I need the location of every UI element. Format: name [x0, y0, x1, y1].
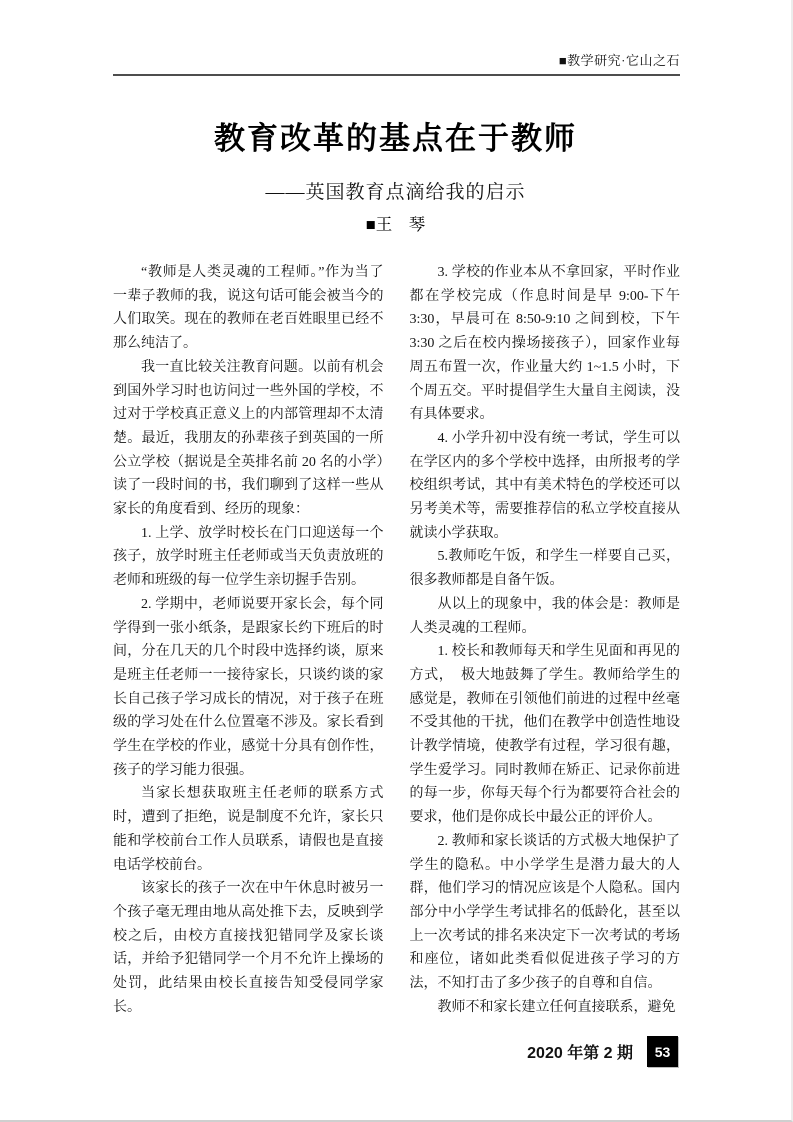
page-number-badge: 53 — [647, 1036, 678, 1067]
paragraph: 教师不和家长建立任何直接联系，避免 — [437, 999, 676, 1015]
paragraph: 从以上的现象中，我的体会是：教师是人类灵魂的工程师。 — [409, 596, 680, 636]
paragraph: 3. 学校的作业本从不拿回家，平时作业都在学校完成（作息时间是早 9:00-下午 3:30，早晨可在 8:50-9:10 之间到校，下午 3:30 之后在校内操场接孩子），回家作业每周五布置一次，作业量大约 1~1.5 小时，下个周五交。平时提倡学生大量自主阅读，没有具体要求。 — [409, 265, 680, 423]
paragraph: 1. 校长和教师每天和学生见面和再见的方式， 极大地鼓舞了学生。教师给学生的感觉是，教师在引领他们前进的过程中丝毫不受其他的干扰，他们在教学中创造性地设计教学情境，使教学有过程，学习很有趣，学生爱学习。同时教师在矫正、记录你前进的每一步，你每天每个行为都要符合社会的要求，他们是你成长中最公正的评价人。 — [409, 644, 680, 826]
paragraph: 2. 教师和家长谈话的方式极大地保护了学生的隐私。中小学学生是潜力最大的人群，他们学习的情况应该是个人隐私。国内部分中小学学生考试排名的低龄化，甚至以上一次考试的排名来决定下一次考试的考场和座位，诸如此类看似促进孩子学习的方法，不知打击了多少孩子的自尊和自信。 — [409, 833, 680, 992]
paragraph: 2. 学期中，老师说要开家长会，每个同学得到一张小纸条，是跟家长约下班后的时间，分在几天的几个时段中选择约谈，原来是班主任老师一一接待家长，只谈约谈的家长自己孩子学习成长的情况，对于孩子在班级的学习处在什么位置毫不涉及。家长看到学生在学校的作业，感觉十分具有创作性，孩子的学习能力很强。 — [113, 596, 384, 778]
page-header — [113, 50, 680, 76]
paragraph: 当家长想获取班主任老师的联系方式时，遭到了拒绝，说是制度不允许，家长只能和学校前台工作人员联系，请假也是直接电话学校前台。 — [113, 786, 384, 873]
paragraph: 该家长的孩子一次在中午休息时被另一个孩子毫无理由地从高处推下去，反映到学校之后，由校方直接找犯错同学及家长谈话，并给予犯错同学一个月不允许上操场的处罚，此结果由校长直接告知受侵同学家长。 — [113, 881, 384, 1015]
paragraph: 4. 小学升初中没有统一考试，学生可以在学区内的多个学校中选择，由所报考的学校组织考试，其中有美术特色的学校还可以另考美术等，需要推荐信的私立学校直接从就读小学获取。 — [409, 430, 680, 541]
right-column — [410, 261, 681, 1020]
left-column — [113, 261, 384, 1020]
paragraph: 1. 上学、放学时校长在门口迎送每一个孩子，放学时班主任老师或当天负责放班的老师和班级的每一位学生亲切握手告别。 — [113, 525, 384, 589]
page-footer — [527, 1036, 678, 1067]
article-subtitle: ——英国教育点滴给我的启示 — [265, 182, 526, 203]
paragraph: 我一直比较关注教育问题。以前有机会到国外学习时也访问过一些外国的学校，不过对于学校真正意义上的内部管理却不太清楚。最近，我朋友的孙辈孩子到英国的一所公立学校（据说是全英排名前 20 名的小学）读了一段时间的书，我们聊到了这样一些从家长的角度看到、经历的现象： — [113, 359, 384, 518]
article-body — [113, 261, 680, 1020]
issue-label: 2020 年第 2 期 — [527, 1045, 633, 1062]
article-title: 教育改革的基点在于教师 — [214, 121, 577, 156]
article-author: ■王 琴 — [365, 215, 426, 234]
paragraph: 5.教师吃午饭，和学生一样要自己买，很多教师都是自备午饭。 — [409, 549, 680, 589]
paragraph: “教师是人类灵魂的工程师。”作为当了一辈子教师的我，说这句话可能会被当今的人们取笑。现在的教师在老百姓眼里已经不那么纯洁了。 — [113, 265, 384, 352]
section-label: ■教学研究·它山之石 — [558, 53, 680, 68]
